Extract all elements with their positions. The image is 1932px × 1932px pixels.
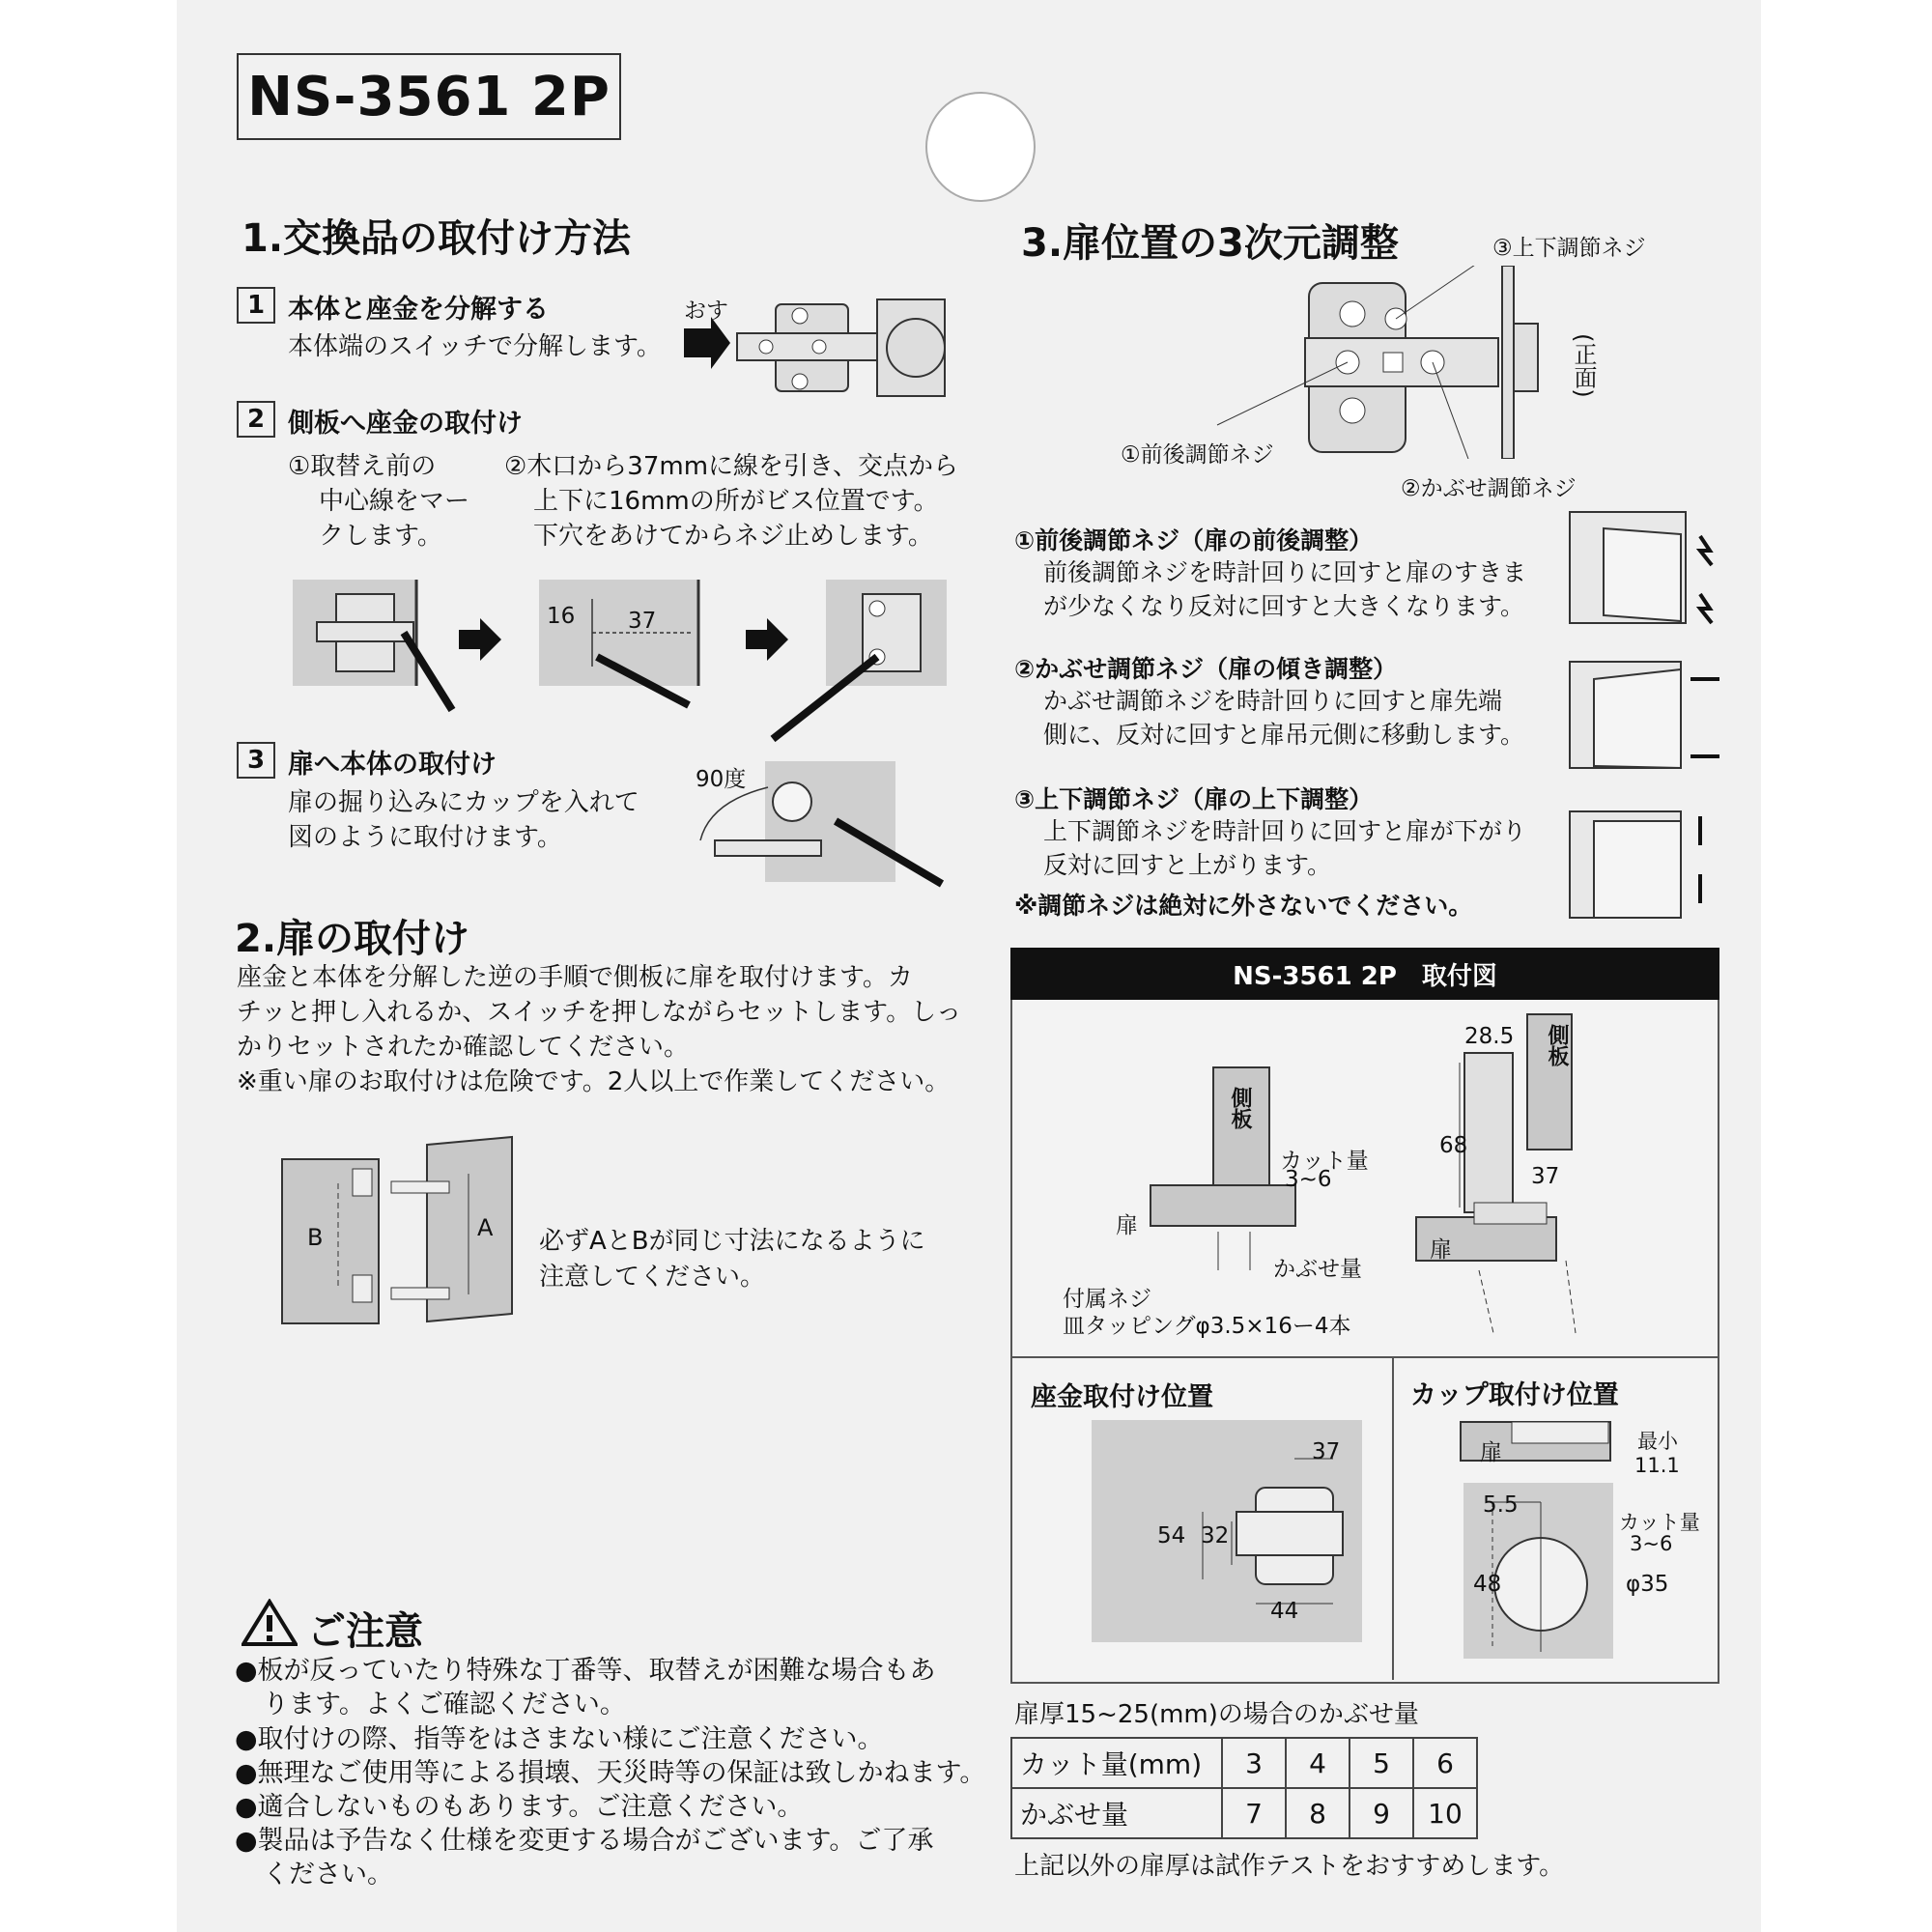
step2-note1-line3: クします。	[319, 522, 442, 551]
caution-b1a: ●板が反っていたり特殊な丁番等、取替えが困難な場合もあ	[235, 1656, 936, 1686]
sec2-line2: チッと押し入れるか、スイッチを押しながらセットします。しっ	[237, 998, 962, 1027]
mark-figure-drawing	[293, 580, 467, 715]
plate-dim-54: 54	[1157, 1523, 1186, 1548]
cup-dim-5-5: 5.5	[1483, 1492, 1519, 1518]
cup-cut-label: カット量	[1619, 1511, 1700, 1534]
cut-value: 5	[1350, 1738, 1413, 1788]
step2-number: 2	[237, 401, 275, 438]
screw-spec: 皿タッピングφ3.5×16ー4本	[1063, 1314, 1351, 1339]
caution-b3: ●無理なご使用等による損壊、天災時等の保証は致しかねます。	[235, 1758, 986, 1788]
caution-b5b: ください。	[263, 1860, 393, 1889]
sec2-note2: 注意してください。	[539, 1263, 766, 1292]
mounting-diagram-header: NS-3561 2P 取付図	[1010, 948, 1719, 1000]
plate-position-title: 座金取付け位置	[1031, 1382, 1213, 1412]
step2-note2-line2: 上下に16mmの所がビス位置です。	[533, 487, 939, 516]
door-label: 扉	[1116, 1213, 1138, 1238]
cabinet-tilt-icon	[1565, 652, 1724, 773]
diagram-divider-v	[1392, 1356, 1394, 1680]
table-row2-label: かぶせ量	[1011, 1788, 1222, 1838]
side-panel-label: 側板	[1228, 1087, 1252, 1129]
section3-title: 3.扉位置の3次元調整	[1021, 221, 1399, 266]
adjust-screw-diagram	[1212, 266, 1560, 459]
plate-dim-32: 32	[1201, 1523, 1230, 1548]
label-overlay-screw: ②かぶせ調節ネジ	[1401, 476, 1577, 501]
door-label-2: 扉	[1430, 1237, 1452, 1263]
push-label: おす	[684, 298, 728, 324]
cut-value: 3	[1222, 1738, 1286, 1788]
sec2-line3: かりセットされたか確認してください。	[237, 1033, 690, 1062]
min-label: 最小	[1637, 1430, 1678, 1453]
cut-amount-range: 3~6	[1285, 1167, 1332, 1192]
next-arrow-icon	[459, 618, 502, 662]
step2-note2-line3: 下穴をあけてからネジ止めします。	[533, 522, 933, 551]
cut-value: 4	[1286, 1738, 1350, 1788]
adj1-heading: ①前後調節ネジ（扉の前後調整）	[1014, 526, 1374, 554]
front-label: (正面)	[1570, 333, 1597, 398]
cut-amount-label: カット量	[1280, 1149, 1369, 1174]
step3-heading: 扉へ本体の取付け	[288, 750, 497, 780]
screw-figure-drawing	[763, 580, 956, 744]
caution-b5a: ●製品は予告なく仕様を変更する場合がございます。ご了承	[235, 1826, 934, 1856]
dim-37: 37	[628, 609, 657, 634]
adj1-line1: 前後調節ネジを時計回りに回すと扉のすきま	[1043, 558, 1527, 586]
dim-28-5: 28.5	[1464, 1024, 1515, 1049]
table-row	[1011, 1788, 1477, 1838]
min-value: 11.1	[1634, 1454, 1680, 1477]
overlay-table	[1010, 1737, 1478, 1839]
diagram-divider-h	[1010, 1356, 1719, 1358]
step1-heading: 本体と座金を分解する	[288, 295, 549, 325]
section1-title: 1.交換品の取付け方法	[242, 216, 632, 261]
table-footer: 上記以外の扉厚は試作テストをおすすめします。	[1014, 1852, 1565, 1881]
cup-dim-48: 48	[1473, 1572, 1502, 1597]
side-panel-label-2: 側板	[1545, 1024, 1569, 1066]
caution-b1b: ります。よくご確認ください。	[263, 1690, 626, 1719]
door-install-drawing	[681, 763, 952, 894]
adj3-line1: 上下調節ネジを時計回りに回すと扉が下がり	[1043, 817, 1527, 845]
screw-label: 付属ネジ	[1063, 1287, 1151, 1312]
cup-cut-range: 3~6	[1630, 1532, 1673, 1555]
hinge-disassemble-figure	[684, 290, 954, 401]
label-b: B	[307, 1224, 324, 1251]
plate-dim-37: 37	[1312, 1439, 1341, 1464]
adj2-line1: かぶせ調節ネジを時計回りに回すと扉先端	[1043, 687, 1503, 715]
angle-label: 90度	[696, 767, 747, 792]
hang-hole	[925, 92, 1036, 202]
section2-title: 2.扉の取付け	[235, 917, 470, 961]
caution-title: ご注意	[307, 1609, 423, 1654]
sec2-line4: ※重い扉のお取付けは危険です。2人以上で作業してください。	[237, 1067, 951, 1096]
step3-number: 3	[237, 742, 275, 779]
overlay-value: 7	[1222, 1788, 1286, 1838]
cup-door-label: 扉	[1480, 1440, 1502, 1465]
sec2-line1: 座金と本体を分解した逆の手順で側板に扉を取付けます。カ	[237, 963, 913, 992]
overlay-value: 10	[1413, 1788, 1477, 1838]
step1-number: 1	[237, 287, 275, 324]
cut-value: 6	[1413, 1738, 1477, 1788]
sec2-note1: 必ずAとBが同じ寸法になるように	[539, 1227, 925, 1256]
table-row	[1011, 1738, 1477, 1788]
dim-37-side: 37	[1531, 1164, 1560, 1189]
adj2-line2: 側に、反対に回すと扉吊元側に移動します。	[1043, 721, 1525, 749]
overlay-label: かぶせ量	[1273, 1257, 1362, 1282]
push-arrow-icon	[684, 317, 730, 369]
cabinet-updown-icon	[1565, 802, 1719, 923]
cabinet-frontback-icon	[1565, 507, 1719, 628]
caution-b4: ●適合しないものもあります。ご注意ください。	[235, 1792, 804, 1822]
overlay-value: 8	[1286, 1788, 1350, 1838]
overlay-value: 9	[1350, 1788, 1413, 1838]
adj3-heading: ③上下調節ネジ（扉の上下調整）	[1014, 785, 1374, 813]
dim-16: 16	[547, 604, 576, 629]
measure-figure-drawing	[539, 580, 703, 715]
adj3-line2: 反対に回すと上がります。	[1043, 851, 1332, 879]
warning-icon	[242, 1599, 298, 1647]
model-number: NS-3561 2P	[237, 53, 621, 140]
dim-68: 68	[1439, 1133, 1468, 1158]
plate-dim-44: 44	[1270, 1599, 1299, 1624]
label-frontback-screw: ①前後調節ネジ	[1121, 442, 1274, 468]
step3-line2: 図のように取付けます。	[288, 823, 562, 852]
step2-note2-line1: ②木口から37mmに線を引き、交点から	[504, 452, 959, 481]
table-row1-label: カット量(mm)	[1011, 1738, 1222, 1788]
adj2-heading: ②かぶせ調節ネジ（扉の傾き調整）	[1014, 655, 1398, 683]
cup-position-title: カップ取付け位置	[1410, 1380, 1619, 1410]
step2-note1-line1: ①取替え前の	[288, 452, 437, 481]
step2-note1-line2: 中心線をマー	[319, 487, 470, 516]
label-a: A	[477, 1214, 494, 1241]
cup-diameter: φ35	[1626, 1572, 1669, 1597]
label-updown-screw: ③上下調節ネジ	[1492, 236, 1646, 261]
step2-heading: 側板へ座金の取付け	[288, 409, 523, 439]
adjust-warning: ※調節ネジは絶対に外さないでください。	[1014, 892, 1473, 920]
caution-b2: ●取付けの際、指等をはさまない様にご注意ください。	[235, 1724, 884, 1754]
step1-text: 本体端のスイッチで分解します。	[288, 332, 662, 361]
step3-line1: 扉の掘り込みにカップを入れて	[288, 788, 639, 817]
table-caption: 扉厚15~25(mm)の場合のかぶせ量	[1014, 1700, 1419, 1729]
adj1-line2: が少なくなり反対に回すと大きくなります。	[1043, 592, 1525, 620]
